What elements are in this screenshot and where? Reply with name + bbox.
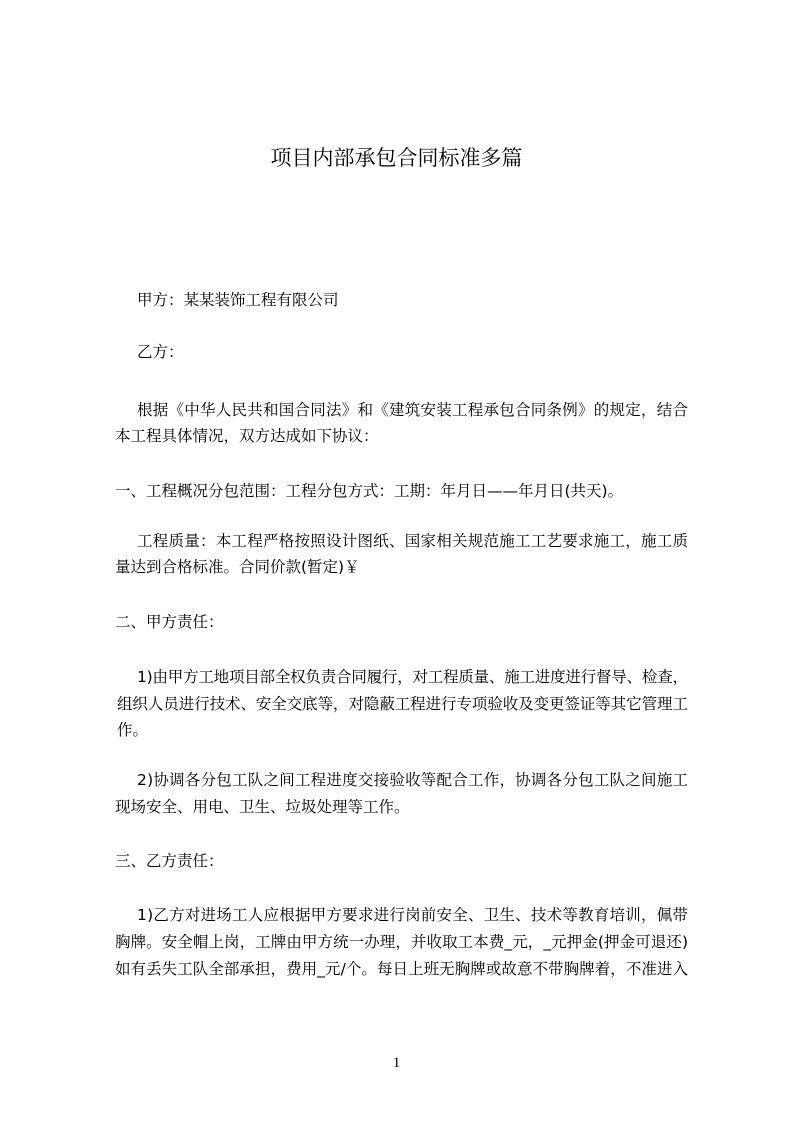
text-line: 本工程具体情况，双方达成如下协议： [115, 427, 379, 445]
text-line: 三、乙方责任： [115, 852, 224, 870]
text-line: 组织人员进行技术、安全交底等，对隐蔽工程进行专项验收及变更签证等其它管理工 [117, 695, 688, 713]
text-line: 如有丢失工队全部承担，费用_元/个。每日上班无胸牌或故意不带胸牌着，不准进入 [115, 960, 689, 978]
document-title: 项目内部承包合同标准多篇 [270, 146, 523, 170]
page-number: 1 [392, 1055, 401, 1071]
text-line: 工程质量：本工程严格按照设计图纸、国家相关规范施工工艺要求施工，施工质 [137, 532, 689, 550]
text-line: 根据《中华人民共和国合同法》和《建筑安装工程承包合同条例》的规定，结合 [137, 401, 689, 419]
text-line: 量达到合格标准。合同价款(暂定)￥ [115, 558, 360, 576]
text-line: 一、工程概况分包范围：工程分包方式：工期：年月日——年月日(共天)。 [115, 482, 624, 500]
text-line: 1)乙方对进场工人应根据甲方要求进行岗前安全、卫生、技术等教育培训，佩带 [137, 906, 689, 924]
text-line: 1)由甲方工地项目部全权负责合同履行，对工程质量、施工进度进行督导、检查， [137, 668, 688, 686]
text-line: 现场安全、用电、卫生、垃圾处理等工作。 [115, 798, 410, 816]
text-line: 甲方：某某装饰工程有限公司 [137, 291, 339, 309]
text-line: 胸牌。安全帽上岗，工牌由甲方统一办理，并收取工本费_元，_元押金(押金可退还) [115, 933, 689, 951]
text-line: 2)协调各分包工队之间工程进度交接验收等配合工作，协调各分包工队之间施工 [137, 771, 689, 789]
text-line: 乙方： [137, 343, 184, 361]
text-line: 作。 [117, 721, 149, 739]
text-line: 二、甲方责任： [115, 613, 224, 631]
